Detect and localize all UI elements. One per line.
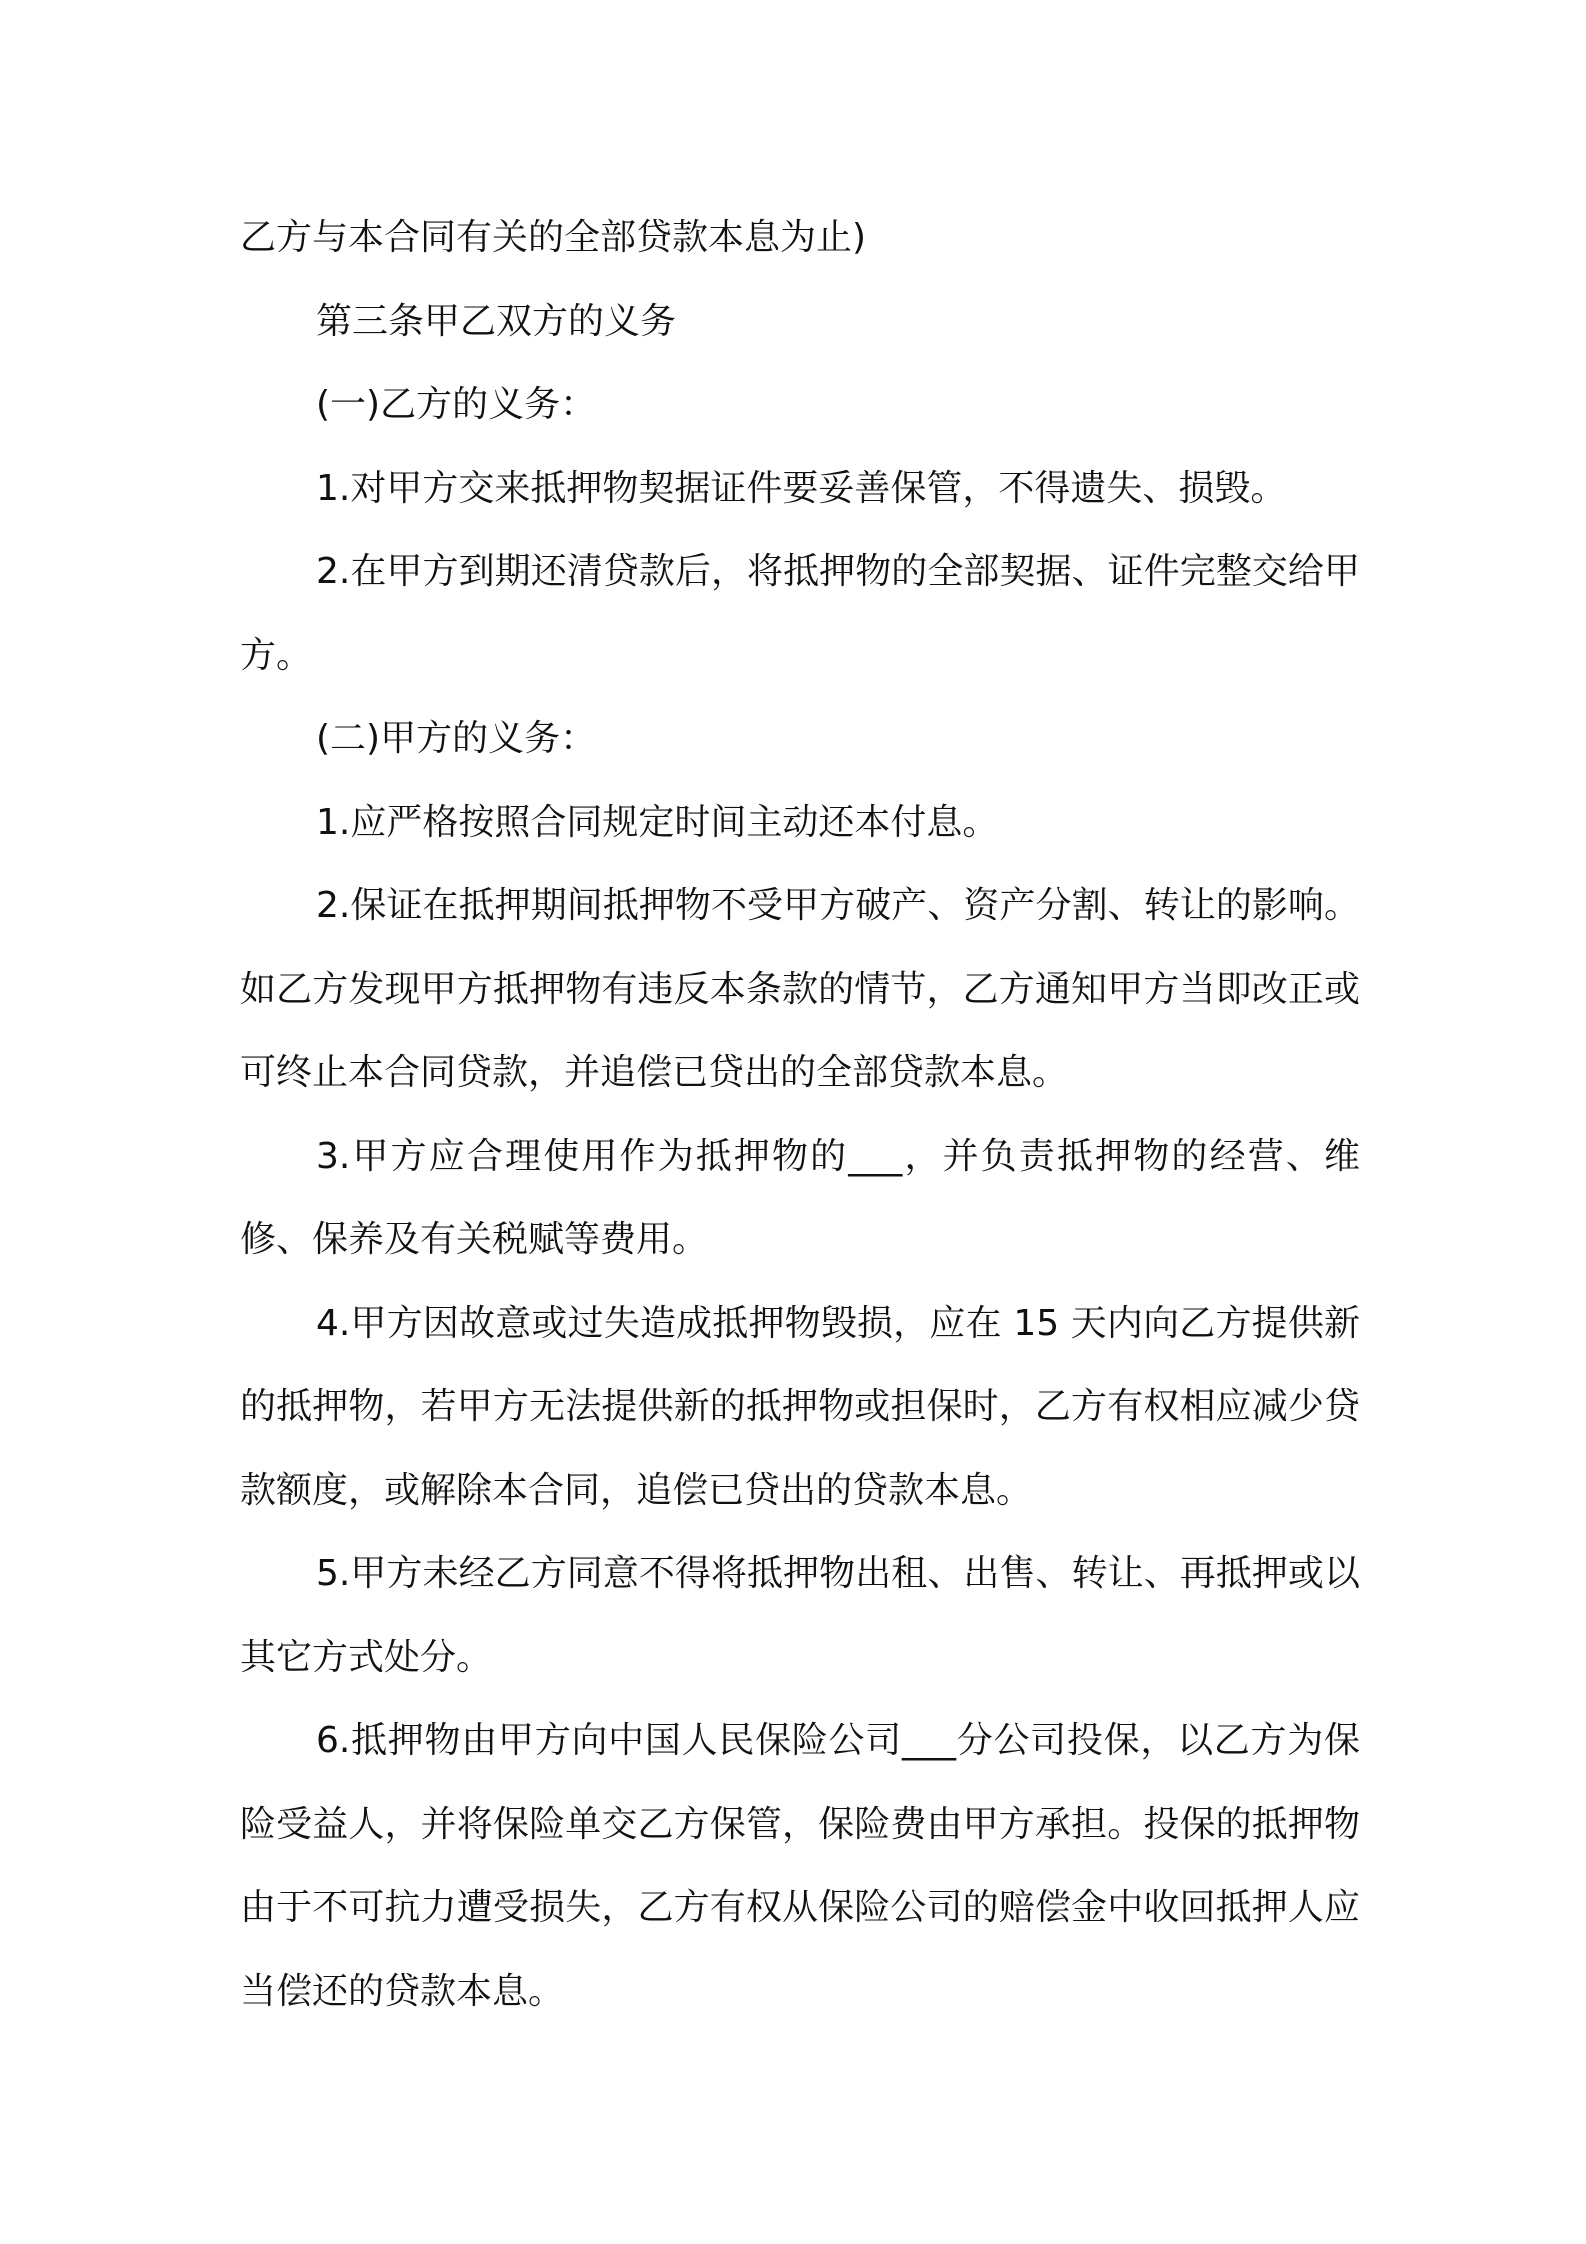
section-heading-party-a-duties: (二)甲方的义务：	[316, 718, 597, 759]
paragraph-item: 4.甲方因故意或过失造成抵押物毁损，应在 15 天内向乙方提供新的抵押物，若甲方无法提供新的抵押物或担保时，乙方有权相应减少贷款额度，或解除本合同，追偿已贷出的贷款本息。	[240, 1302, 1360, 1511]
paragraph-item: 1.应严格按照合同规定时间主动还本付息。	[316, 801, 999, 843]
paragraph-item: 1.对甲方交来抵押物契据证件要妥善保管，不得遗失、损毁。	[316, 467, 1287, 509]
paragraph-item: 5.甲方未经乙方同意不得将抵押物出租、出售、转让、再抵押或以其它方式处分。	[240, 1553, 1360, 1678]
paragraph-item: 6.抵押物由甲方向中国人民保险公司___分公司投保，以乙方为保险受益人，并将保险单交乙方保管，保险费由甲方承担。投保的抵押物由于不可抗力遭受损失，乙方有权从保险公司的赔偿金中收回抵押人应当偿还的贷款本息。	[240, 1720, 1360, 2012]
paragraph-item: 2.在甲方到期还清贷款后，将抵押物的全部契据、证件完整交给甲方。	[240, 551, 1360, 676]
section-heading-party-b-duties: (一)乙方的义务：	[316, 384, 597, 425]
article-heading: 第三条甲乙双方的义务	[316, 300, 677, 342]
paragraph-continuation: 乙方与本合同有关的全部贷款本息为止)	[240, 217, 867, 258]
paragraph-item: 3.甲方应合理使用作为抵押物的___，并负责抵押物的经营、维修、保养及有关税赋等费用。	[240, 1135, 1360, 1260]
paragraph-item: 2.保证在抵押期间抵押物不受甲方破产、资产分割、转让的影响。如乙方发现甲方抵押物有违反本条款的情节，乙方通知甲方当即改正或可终止本合同贷款，并追偿已贷出的全部贷款本息。	[240, 885, 1360, 1093]
document-body	[240, 196, 1360, 2033]
